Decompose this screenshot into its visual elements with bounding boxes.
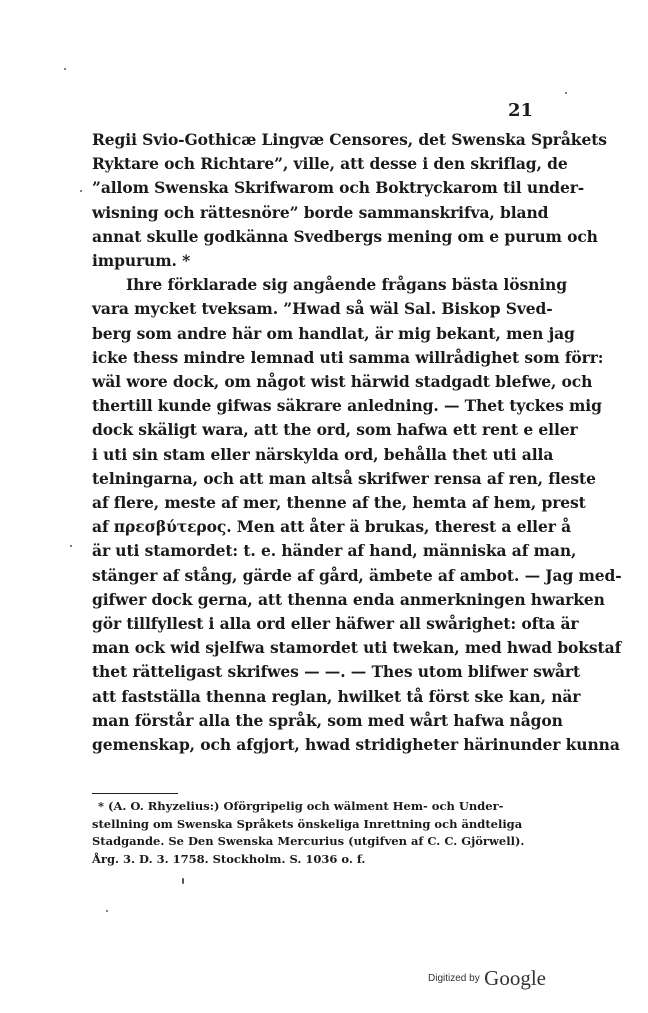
scan-speck — [565, 92, 567, 94]
footnote-line: Årg. 3. D. 3. 1758. Stockholm. S. 1036 o. f. — [92, 851, 366, 866]
text-line: ”allom Swenska Skrifwarom och Boktryckarom til under- — [92, 178, 585, 198]
scan-speck — [80, 190, 82, 192]
text-line: gör tillfyllest i alla ord eller häfwer all swårighet: ofta är — [92, 614, 579, 634]
text-line: Ryktare och Richtare”, ville, att desse i den skriflag, de — [92, 154, 568, 174]
watermark-prefix: Digitized by — [428, 973, 480, 984]
text-line: vara mycket tveksam. ”Hwad så wäl Sal. Biskop Sved- — [92, 299, 553, 319]
text-line: wäl wore dock, om något wist härwid stadgadt blefwe, och — [92, 372, 593, 392]
text-line: af flere, meste af mer, thenne af the, hemta af hem, prest — [92, 493, 586, 513]
text-line: annat skulle godkänna Svedbergs mening om e purum och — [92, 226, 598, 246]
text-line: stänger af stång, gärde af gård, ämbete af ambot. — Jag med- — [92, 565, 622, 585]
text-line: man ock wid sjelfwa stamordet uti twekan, med hwad bokstaf — [92, 638, 622, 658]
text-line: af πρεσβύτερος. Men att åter ä brukas, therest a eller å — [92, 517, 572, 537]
footnote-line: Stadgande. Se Den Swenska Mercurius (utgifven af C. C. Gjörwell). — [92, 834, 525, 848]
body-text — [92, 128, 622, 757]
text-line: Regii Svio-Gothicæ Lingvæ Censores, det Swenska Språkets — [92, 130, 607, 149]
scan-speck — [64, 68, 66, 70]
text-line: thet rätteligast skrifwes — —. — Thes utom blifwer swårt — [92, 662, 581, 682]
footnote-divider — [92, 793, 178, 794]
text-line: telningarna, och att man altså skrifwer rensa af ren, fleste — [92, 468, 596, 488]
footnote-line: * (A. O. Rhyzelius:) Oförgripelig och wälment Hem- och Under- — [98, 799, 504, 813]
scan-speck — [106, 910, 108, 912]
footnote-line: stellning om Swenska Språkets önskeliga Inrettning och ändteliga — [92, 816, 523, 831]
text-line: gemenskap, och afgjort, hwad stridigheter härinunder kunna — [92, 735, 620, 755]
text-line: är uti stamordet: t. e. händer af hand, människa af man, — [92, 541, 577, 561]
google-logo: Google — [484, 966, 546, 990]
text-line: i uti sin stam eller närskylda ord, behålla thet uti alla — [92, 444, 554, 464]
text-line: impurum. * — [92, 251, 191, 271]
text-line: wisning och rättesnöre” borde sammanskrifva, bland — [92, 202, 549, 222]
scan-speck — [70, 545, 72, 547]
text-line: icke thess mindre lemnad uti samma willrådighet som förr: — [92, 347, 604, 367]
text-line: att fastställa thenna reglan, hwilket tå först ske kan, när — [92, 686, 581, 706]
text-line: berg som andre här om handlat, är mig bekant, men jag — [92, 323, 575, 343]
text-line: Ihre förklarade sig angående frågans bästa lösning — [126, 275, 567, 295]
scan-speck — [182, 878, 184, 884]
text-line: dock skäligt wara, att the ord, som hafwa ett rent e eller — [92, 420, 578, 440]
page-number: 21 — [508, 100, 534, 121]
text-line: man förstår alla the språk, som med wårt hafwa någon — [92, 710, 563, 730]
digitized-watermark — [428, 966, 546, 991]
text-line: gifwer dock gerna, att thenna enda anmerkningen hwarken — [92, 589, 605, 609]
text-line: thertill kunde gifwas säkrare anledning. — Thet tyckes mig — [92, 396, 602, 416]
footnote — [92, 798, 542, 868]
